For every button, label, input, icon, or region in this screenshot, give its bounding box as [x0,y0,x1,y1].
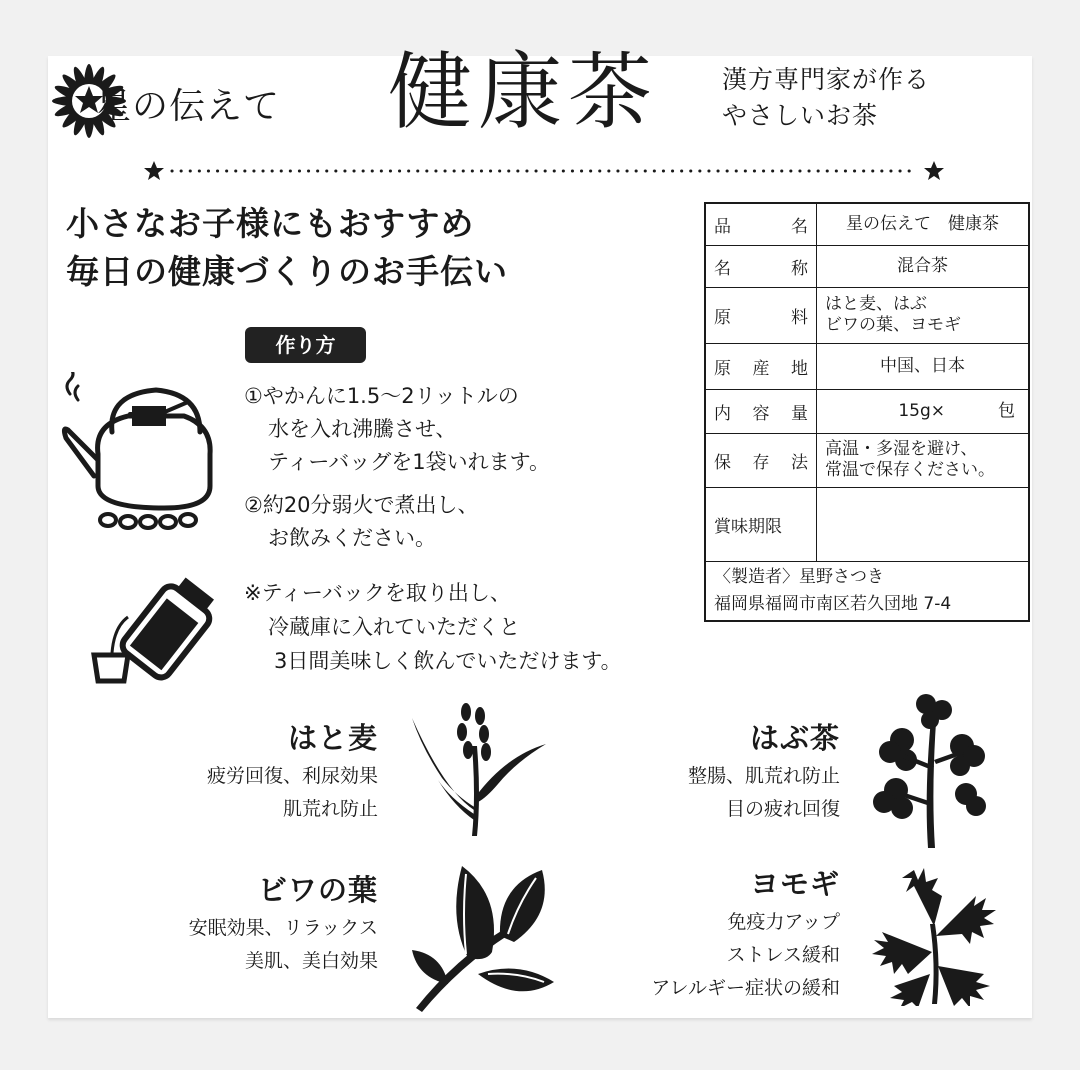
herb-title-habu: はぶ茶 [749,721,840,755]
manufacturer-line-2: 福岡県福岡市南区若久団地 7-4 [714,593,952,614]
tagline-line-2: やさしいお茶 [722,101,879,130]
value-product-name: 星の伝えて 健康茶 [817,203,1030,245]
manufacturer-info [705,561,1029,621]
note-line-1: ※ティーバックを取り出し、 [244,581,511,605]
value-ingredients [817,287,1030,343]
brand-name-small: 星の伝えて [95,86,281,127]
headline-line-2: 毎日の健康づくりのお手伝い [66,252,508,291]
table-row [705,433,1029,487]
howto-badge: 作り方 [245,327,366,363]
herb-desc-line: 目の疲れ回復 [725,798,840,820]
step-1-line-1: ①やかんに1.5〜2リットルの [244,384,519,408]
label-origin: 原 産 地 [705,343,817,389]
kettle-icon [60,372,220,532]
herb-desc-line: 疲労回復、利尿効果 [206,765,378,787]
tagline [722,62,930,134]
table-row [705,245,1029,287]
herb-desc-line: アレルギー症状の緩和 [651,977,840,999]
step-2-line-2: お飲みください。 [268,526,436,550]
note-line-2: 冷蔵庫に入れていただくと [268,615,520,639]
manufacturer-line-1: 〈製造者〉星野さつき [714,566,884,587]
herb-title-loquat: ビワの葉 [257,873,378,907]
storage-line-1: 高温・多湿を避け、 [825,439,978,459]
table-row [705,343,1029,389]
herb-desc-barley [138,760,378,826]
value-origin: 中国、日本 [817,343,1030,389]
herb-desc-loquat [118,912,378,978]
step-2-line-1: ②約20分弱火で煮出し、 [244,493,479,517]
table-row [705,389,1029,433]
contents-weight: 15g× [898,400,945,421]
barley-icon [408,700,548,840]
table-row [705,561,1029,621]
herb-desc-line: 安眠効果、リラックス [188,917,378,939]
label-ingredients: 原 料 [705,287,817,343]
habu-plant-icon [870,690,1000,850]
herb-desc-line: 美肌、美白効果 [244,950,378,972]
value-best-before [817,487,1030,561]
pouring-bottle-icon [90,575,230,690]
note-line-3: 3日間美味しく飲んでいただけます。 [274,649,622,673]
herb-title-barley: はと麦 [287,721,378,755]
tagline-line-1: 漢方専門家が作る [722,65,931,94]
ingredients-line-2: ビワの葉、ヨモギ [825,315,961,335]
dotted-divider [144,160,944,182]
storage-line-2: 常温で保存ください。 [825,460,995,480]
product-info-table [704,202,1030,622]
label-contents: 内 容 量 [705,389,817,433]
herb-desc-line: ストレス緩和 [726,944,840,966]
step-1-line-2: 水を入れ沸騰させ、 [268,417,457,441]
table-row [705,487,1029,561]
step-1-line-3: ティーバッグを1袋いれます。 [268,450,550,474]
mugwort-icon [862,866,1022,1006]
herb-desc-mugwort [580,906,840,1005]
headline-line-1: 小さなお子様にもおすすめ [66,204,475,243]
value-storage [817,433,1030,487]
label-storage: 保 存 法 [705,433,817,487]
label-best-before: 賞味期限 [705,487,817,561]
brewing-steps [244,380,694,555]
table-row [705,203,1029,245]
contents-unit: 包 [998,400,1015,421]
herb-title-mugwort: ヨモギ [749,867,840,901]
table-row [705,287,1029,343]
value-category: 混合茶 [817,245,1030,287]
value-contents [817,389,1030,433]
storage-note [244,576,704,678]
brand-name-large: 健康茶 [388,43,659,141]
herb-desc-line: 肌荒れ防止 [282,798,378,820]
herb-desc-line: 免疫力アップ [727,911,840,933]
label-category: 名 称 [705,245,817,287]
loquat-leaf-icon [408,862,558,1012]
herb-desc-line: 整腸、肌荒れ防止 [687,765,840,787]
ingredients-line-1: はと麦、はぶ [825,294,927,314]
herb-desc-habu [600,760,840,826]
label-product-name: 品 名 [705,203,817,245]
headline [66,200,508,296]
